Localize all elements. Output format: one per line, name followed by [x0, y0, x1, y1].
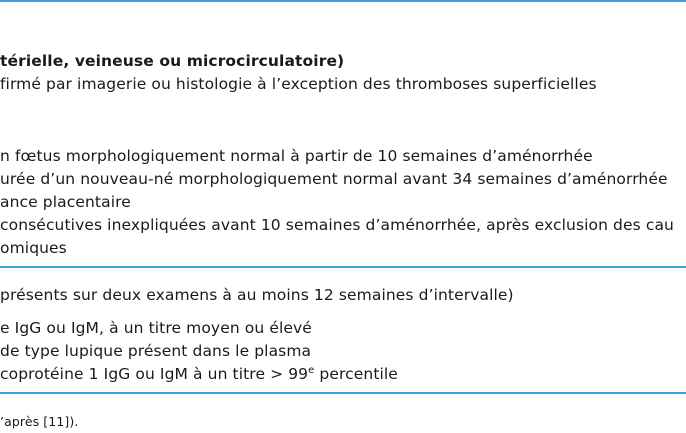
section-divider	[0, 266, 686, 268]
biology-criterion-3-text: coprotéine 1 IgG ou IgM à un titre > 99	[0, 365, 309, 383]
obstetric-criterion-3-cont: omiques	[0, 239, 67, 257]
table-source-footnote: ’après [11]).	[0, 414, 79, 429]
biology-criterion-3-suffix: percentile	[314, 365, 398, 383]
obstetric-criterion-1: n fœtus morphologiquement normal à partir de 10 semaines d’aménorrhée	[0, 147, 593, 165]
top-rule	[0, 0, 686, 2]
bottom-rule	[0, 392, 686, 394]
obstetric-criterion-2: urée d’un nouveau-né morphologiquement normal avant 34 semaines d’aménorrhée	[0, 170, 668, 188]
obstetric-criterion-3: consécutives inexpliquées avant 10 semaines d’aménorrhée, après exclusion des cau	[0, 216, 674, 234]
superscript-e: e	[308, 365, 315, 376]
biology-heading: présents sur deux examens à au moins 12 semaines d’intervalle)	[0, 286, 514, 304]
biology-criterion-2: de type lupique présent dans le plasma	[0, 342, 312, 360]
biology-criterion-3	[0, 363, 398, 385]
obstetric-criterion-2-cont: ance placentaire	[0, 193, 131, 211]
clinical-thrombosis-heading: térielle, veineuse ou microcirculatoire)	[0, 52, 345, 70]
biology-criterion-1: e IgG ou IgM, à un titre moyen ou élevé	[0, 319, 312, 337]
thrombosis-criterion-text: firmé par imagerie ou histologie à l’exception des thromboses superficielles	[0, 75, 597, 93]
